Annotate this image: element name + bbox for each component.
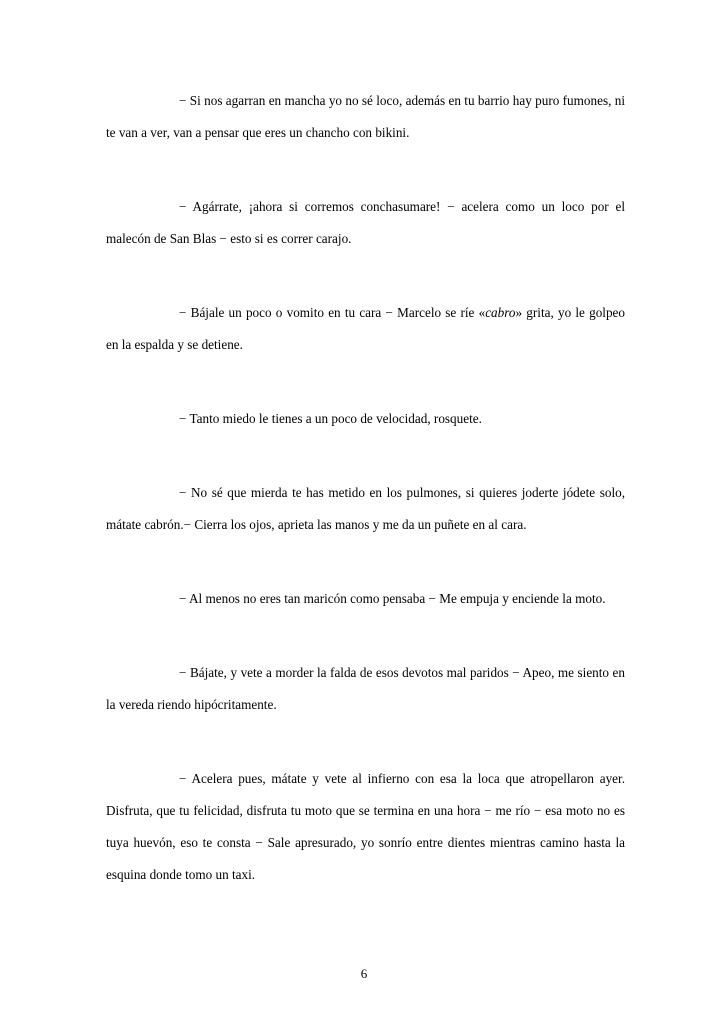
italic-word: cabro [485,305,516,320]
paragraph-2: − Agárrate, ¡ahora si corremos conchasumare! − acelera como un loco por el malecón de San Blas − esto si es correr carajo. [106,199,625,246]
paragraph-1: − Si nos agarran en mancha yo no sé loco, además en tu barrio hay puro fumones, ni te van a ver, van a pensar que eres un chancho con bikini. [106,93,625,140]
paragraph-4: − Tanto miedo le tienes a un poco de velocidad, rosquete. [179,411,482,426]
body-text [106,85,625,891]
paragraph-3-after: » grita, yo le golpeo en la espalda y se detiene. [106,305,625,352]
paragraph-6: − Al menos no eres tan maricón como pensaba − Me empuja y enciende la moto. [179,591,606,606]
paragraph-3-before: − Bájale un poco o vomito en tu cara − Marcelo se ríe « [179,305,486,320]
page-number: 6 [360,966,368,981]
paragraph-3 [106,297,625,361]
paragraph-7: − Bájate, y vete a morder la falda de esos devotos mal paridos − Apeo, me siento en la vereda riendo hipócritamente. [106,665,625,712]
paragraph-5: − No sé que mierda te has metido en los pulmones, si quieres joderte jódete solo, mátate cabrón.− Cierra los ojos, aprieta las manos y me da un puñete en al cara. [106,485,625,532]
paragraph-8: − Acelera pues, mátate y vete al infierno con esa la loca que atropellaron ayer. Disfruta, que tu felicidad, disfruta tu moto que se termina en una hora − me río − esa moto no es tuya huevón, eso te consta − Sale apresurado, yo sonrío entre dientes mientras camino hasta la esquina donde tomo un taxi. [106,771,625,882]
